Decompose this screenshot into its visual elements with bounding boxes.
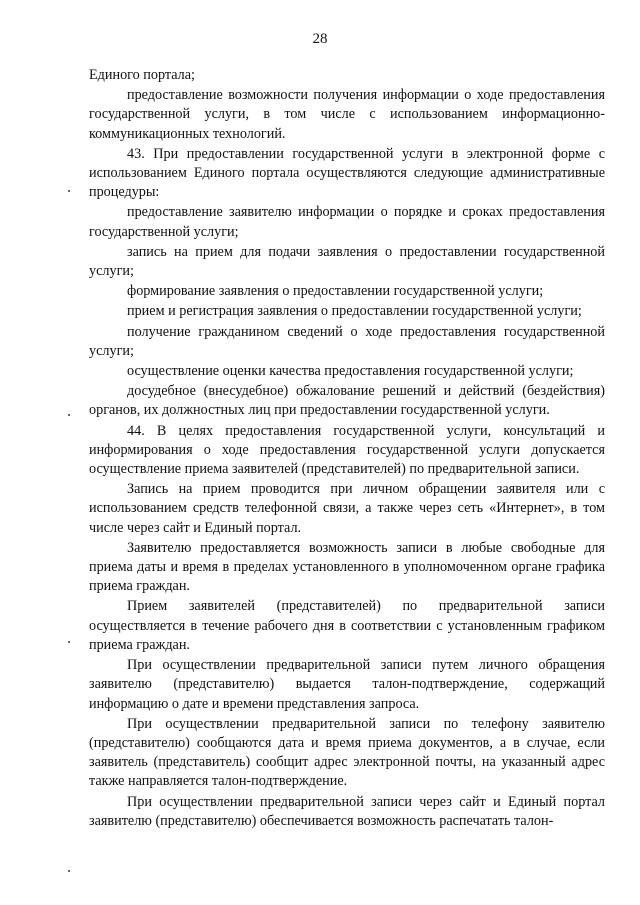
scan-speck	[68, 190, 70, 192]
paragraph: досудебное (внесудебное) обжалование решений и действий (бездействия) органов, их должностных лиц при предоставлении государственной услуги.	[89, 383, 605, 419]
scan-speck	[68, 641, 70, 643]
paragraph: Прием заявителей (представителей) по предварительной записи осуществляется в течение рабочего дня в соответствии с установленным графиком приема граждан.	[89, 598, 605, 653]
scan-speck	[68, 414, 70, 416]
paragraph: прием и регистрация заявления о предоставлении государственной услуги;	[127, 303, 582, 320]
paragraph: предоставление заявителю информации о порядке и сроках предоставления государственной услуги;	[89, 204, 605, 240]
paragraph: получение гражданином сведений о ходе предоставления государственной услуги;	[89, 323, 605, 359]
scan-speck	[68, 870, 70, 872]
paragraph: 44. В целях предоставления государственной услуги, консультаций и информирования о ходе предоставления государственной услуги допускается осуществление приема заявителей (представителей) по предварительной записи.	[89, 422, 605, 478]
paragraph: запись на прием для подачи заявления о предоставлении государственной услуги;	[89, 243, 605, 280]
paragraph: При осуществлении предварительной записи путем личного обращения заявителю (представителю) выдается талон-подтверждение, содержащий информацию о дате и времени представления запроса.	[89, 657, 605, 712]
paragraph: формирование заявления о предоставлении государственной услуги;	[127, 283, 544, 300]
paragraph: Запись на прием проводится при личном обращении заявителя или с использованием средств телефонной связи, а также через сеть «Интернет», в том числе через сайт и Единый портал.	[89, 481, 605, 536]
document-body	[89, 66, 605, 832]
page-number: 28	[312, 31, 328, 47]
paragraph: При осуществлении предварительной записи по телефону заявителю (представителю) сообщаются дата и время приема документов, а в случае, если заявитель (представитель) сообщит адрес электронной почты, на указанный адрес также направляется талон-подтверждение.	[89, 715, 605, 790]
paragraph: Единого портала;	[89, 67, 195, 83]
paragraph: предоставление возможности получения информации о ходе предоставления государственной услуги, в том числе с использованием информационно-коммуникационных технологий.	[89, 87, 605, 142]
paragraph: осуществление оценки качества предоставления государственной услуги;	[127, 363, 574, 380]
paragraph: При осуществлении предварительной записи через сайт и Единый портал заявителю (представителю) обеспечивается возможность распечатать талон-	[89, 793, 605, 829]
paragraph: 43. При предоставлении государственной услуги в электронной форме с использованием Единого портала осуществляются следующие административные процедуры:	[89, 145, 605, 201]
paragraph: Заявителю предоставляется возможность записи в любые свободные для приема даты и время в пределах установленного в уполномоченном органе графика приема граждан.	[89, 539, 605, 595]
